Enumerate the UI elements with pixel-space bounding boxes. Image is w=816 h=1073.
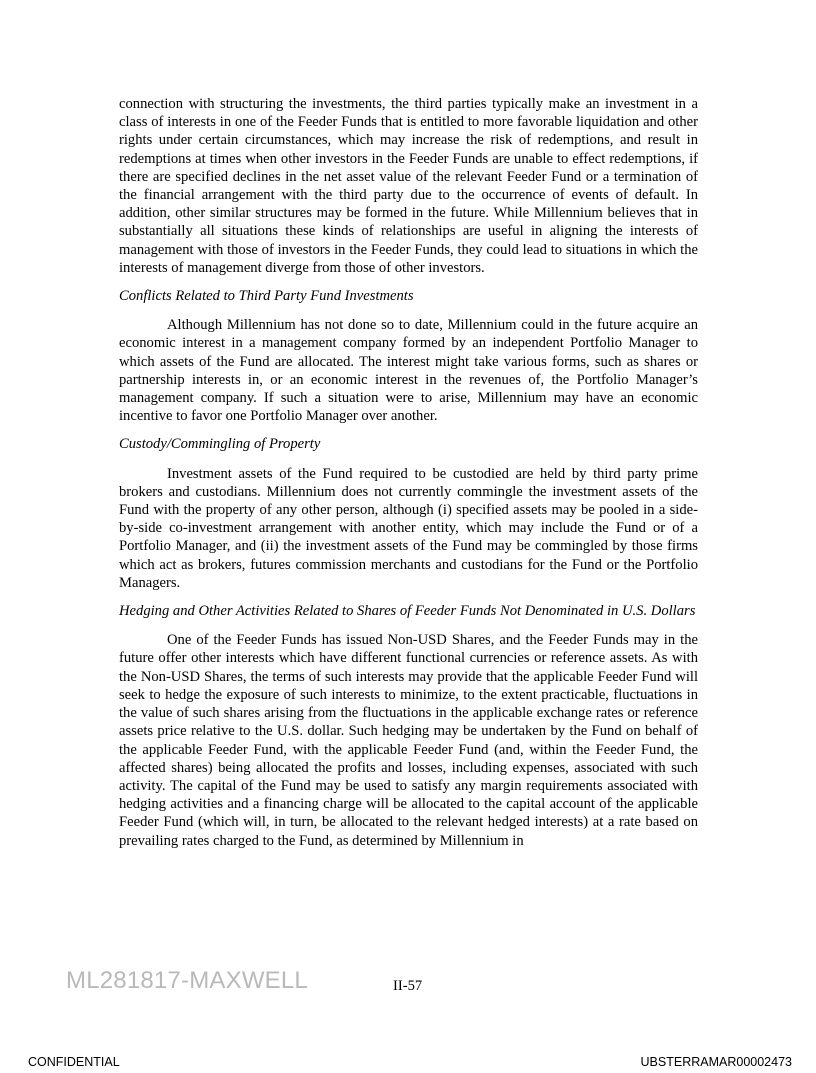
section-heading-custody: Custody/Commingling of Property [119,436,321,453]
section-body-conflicts: Although Millennium has not done so to date, Millennium could in the future acquire an economic interest in a management company formed by an independent Portfolio Manager to which assets of the Fund are allocated. The interest might take various forms, such as shares or partnership interests in, or an economic interest in the revenues of, the Portfolio Manager’s management company. If such a situation were to arise, Millennium may have an economic incentive to favor one Portfolio Manager over another. [119,317,698,425]
bates-stamp: ML281817-MAXWELL [66,967,308,994]
document-body [119,95,698,850]
confidential-label: CONFIDENTIAL [28,1055,120,1069]
page-number: II-57 [393,978,423,994]
control-number: UBSTERRAMAR00002473 [640,1055,792,1069]
section-body-custody: Investment assets of the Fund required to be custodied are held by third party prime brokers and custodians. Millennium does not currently commingle the investment assets of the Fund with the property of any other person, although (i) specified assets may be pooled in a side-by-side co-investment arrangement with another entity, which may include the Fund or of a Portfolio Manager, and (ii) the investment assets of the Fund may be commingled by those firms which act as brokers, futures commission merchants and custodians for the Fund or the Portfolio Managers. [119,465,698,591]
section-heading-conflicts: Conflicts Related to Third Party Fund Investments [119,288,414,305]
section-body-hedging: One of the Feeder Funds has issued Non-USD Shares, and the Feeder Funds may in the future offer other interests which have different functional currencies or reference assets. As with the Non-USD Shares, the terms of such interests may provide that the applicable Feeder Fund will seek to hedge the exposure of such interests to minimize, to the extent practicable, fluctuations in the value of such shares arising from the fluctuations in the applicable exchange rates or reference assets price relative to the U.S. dollar. Such hedging may be undertaken by the Fund on behalf of the applicable Feeder Fund, with the applicable Feeder Fund (and, within the Feeder Fund, the affected shares) being allocated the profits and losses, including expenses, associated with such activity. The capital of the Fund may be used to satisfy any margin requirements associated with hedging activities and a financing charge will be allocated to the capital account of the applicable Feeder Fund (which will, in turn, be allocated to the relevant hedged interests) at a rate based on prevailing rates charged to the Fund, as determined by Millennium in [119,632,698,849]
section-heading-hedging: Hedging and Other Activities Related to Shares of Feeder Funds Not Denominated in U.S. Dollars [119,603,696,620]
opening-paragraph: connection with structuring the investments, the third parties typically make an investment in a class of interests in one of the Feeder Funds that is entitled to more favorable liquidation and other rights under certain circumstances, which may increase the risk of redemptions, and result in redemptions at times when other investors in the Feeder Funds are unable to effect redemptions, if there are specified declines in the net asset value of the relevant Feeder Fund or a termination of the financial arrangement with the third party due to the occurrence of events of default. In addition, other similar structures may be formed in the future. While Millennium believes that in substantially all situations these kinds of relationships are useful in aligning the interests of management with those of investors in the Feeder Funds, they could lead to situations in which the interests of management diverge from those of other investors. [119,96,698,276]
